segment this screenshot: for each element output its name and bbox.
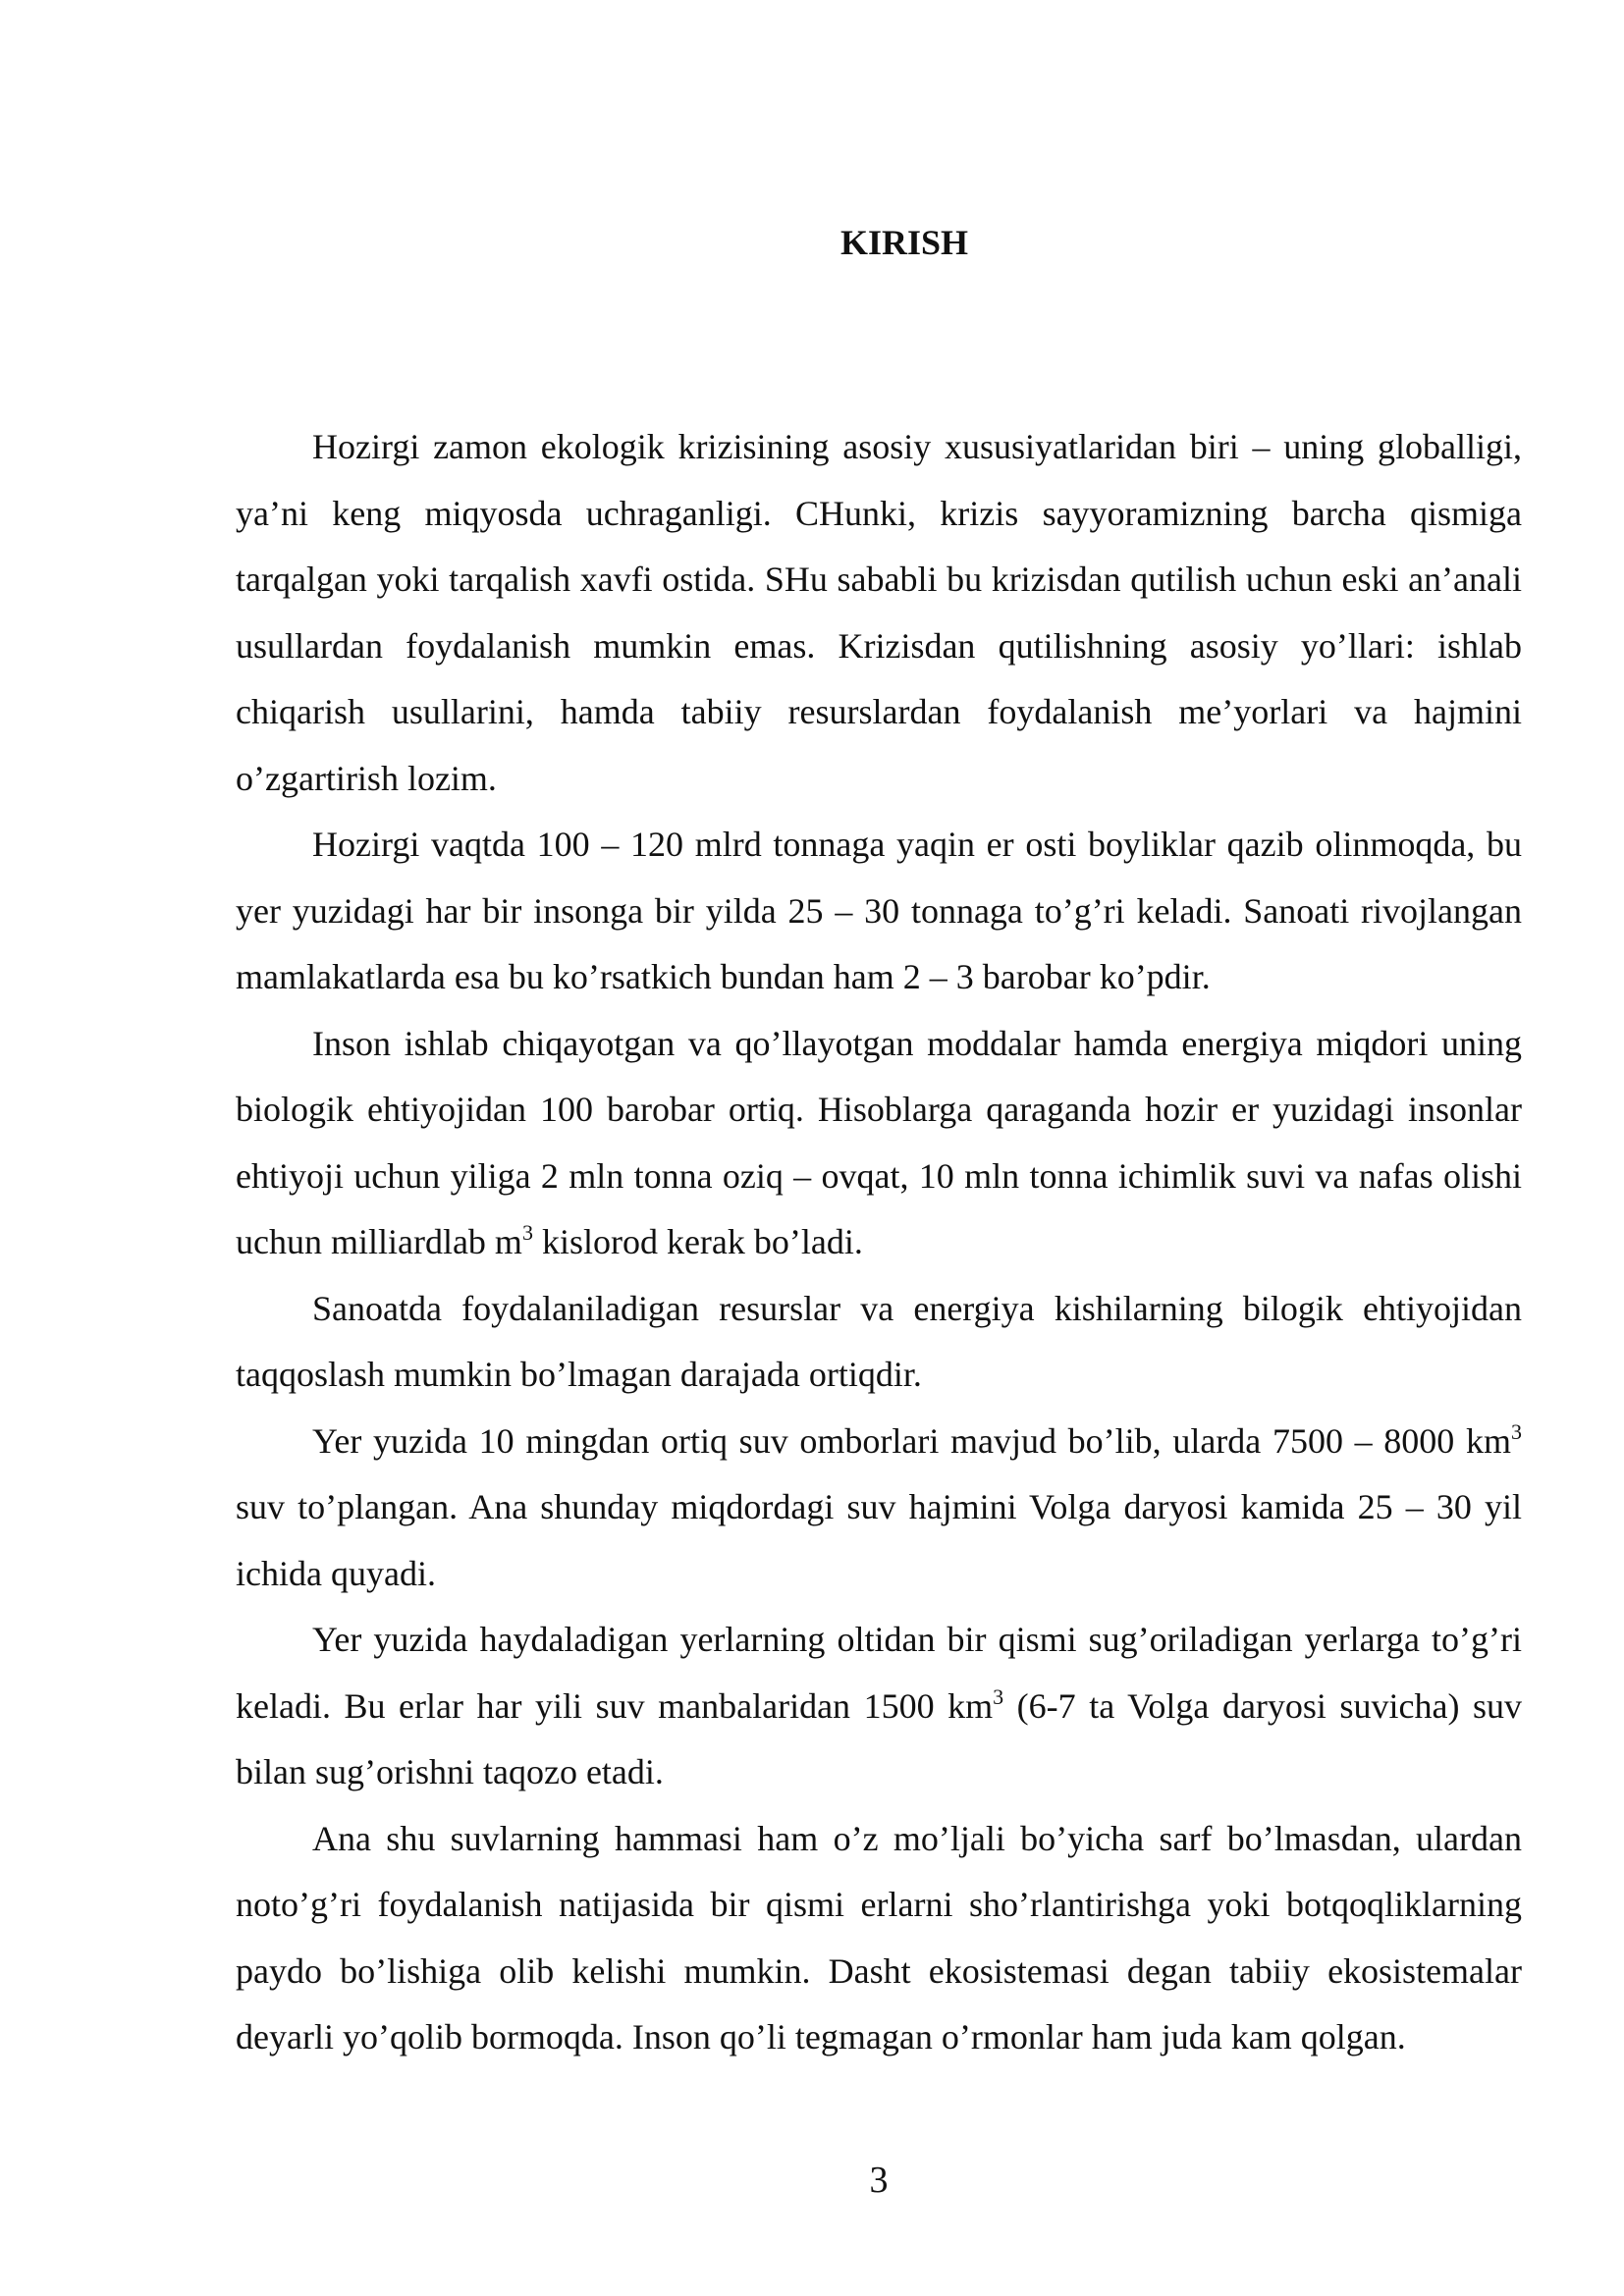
paragraph-5-text-before: Yer yuzida 10 mingdan ortiq suv omborlari mavjud bo’lib, ularda 7500 – 8000 km <box>312 1420 1511 1461</box>
paragraph-5 <box>236 1409 1522 1608</box>
page-title: KIRISH <box>839 223 969 262</box>
superscript-cubic: 3 <box>1511 1418 1522 1444</box>
superscript-cubic: 3 <box>521 1220 533 1245</box>
paragraph-3-text-before: Inson ishlab chiqayotgan va qo’llayotgan moddalar hamda energiya miqdori uning biologik ehtiyojidan 100 barobar ortiq. Hisoblarga qaraganda hozir er yuzidagi insonlar ehtiyoji uchun yiliga 2 mln tonna oziq – ovqat, 10 mln tonna ichimlik suvi va nafas olishi uchun milliardlab m <box>236 1023 1522 1261</box>
body-text <box>236 414 1522 2071</box>
paragraph-2: Hozirgi vaqtda 100 – 120 mlrd tonnaga yaqin er osti boyliklar qazib olinmoqda, bu yer yuzidagi har bir insonga bir yilda 25 – 30 tonnaga to’g’ri keladi. Sanoati rivojlangan mamlakatlarda esa bu ko’rsatkich bundan ham 2 – 3 barobar ko’pdir. <box>236 825 1522 996</box>
superscript-cubic: 3 <box>993 1683 1004 1709</box>
page-number: 3 <box>869 2160 889 2201</box>
paragraph-3 <box>236 1011 1522 1276</box>
paragraph-5-text-after: suv to’plangan. Ana shunday miqdordagi suv hajmini Volga daryosi kamida 25 – 30 yil ichida quyadi. <box>236 1487 1522 1593</box>
paragraph-6-text-after: (6-7 ta Volga daryosi suvicha) suv bilan sug’orishni taqozo etadi. <box>236 1685 1522 1791</box>
paragraph-4: Sanoatda foydalaniladigan resurslar va energiya kishilarning bilogik ehtiyojidan taqqoslash mumkin bo’lmagan darajada ortiqdir. <box>236 1288 1522 1394</box>
paragraph-6 <box>236 1607 1522 1806</box>
paragraph-1: Hozirgi zamon ekologik krizisining asosiy xususiyatlaridan biri – uning globalligi, ya’ni keng miqyosda uchraganligi. CHunki, krizis sayyoramizning barcha qismiga tarqalgan yoki tarqalish xavfi ostida. SHu sababli bu krizisdan qutilish uchun eski an’anali usullardan foydalanish mumkin emas. Krizisdan qutilishning asosiy yo’llari: ishlab chiqarish usullarini, hamda tabiiy resurslardan foydalanish me’yorlari va hajmini o’zgartirish lozim. <box>236 427 1522 798</box>
paragraph-7: Ana shu suvlarning hammasi ham o’z mo’ljali bo’yicha sarf bo’lmasdan, ulardan noto’g’ri foydalanish natijasida bir qismi erlarni sho’rlantirishga yoki botqoqliklarning paydo bo’lishiga olib kelishi mumkin. Dasht ekosistemasi degan tabiiy ekosistemalar deyarli yo’qolib bormoqda. Inson qo’li tegmagan o’rmonlar ham juda kam qolgan. <box>236 1818 1522 2056</box>
paragraph-3-text-after: kislorod kerak bo’ladi. <box>532 1222 863 1261</box>
paragraph-6-text-before: Yer yuzida haydaladigan yerlarning oltidan bir qismi sug’oriladigan yerlarga to’g’ri keladi. Bu erlar har yili suv manbalaridan 1500 km <box>236 1620 1522 1726</box>
